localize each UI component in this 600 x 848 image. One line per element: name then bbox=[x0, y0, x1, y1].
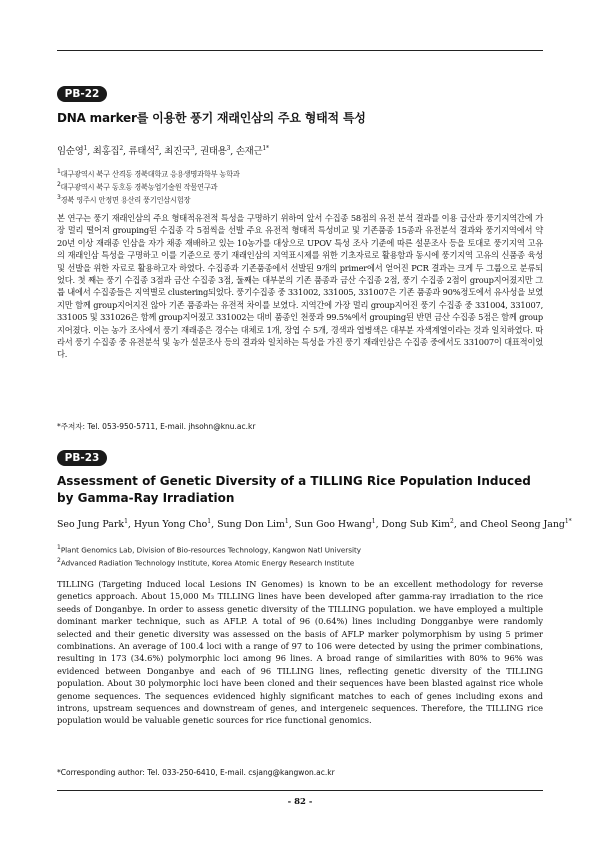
affiliation-list bbox=[57, 167, 543, 206]
author bbox=[200, 146, 230, 157]
contact-info: *Corresponding author: Tel. 033-250-6410, E-mail. csjang@kangwon.ac.kr bbox=[57, 768, 335, 777]
affiliation bbox=[57, 556, 543, 569]
author bbox=[129, 146, 159, 157]
affiliation bbox=[57, 543, 543, 556]
affiliation-text: Plant Genomics Lab, Division of Bio-resources Technology, Kangwon Natl University bbox=[60, 545, 362, 555]
abstract-body: TILLING (Targeting Induced local Lesions IN Genomes) is known to be an excellent methodology for reverse genetics approach. About 15,000 M₃ TILLING lines have been developed after gamma-ray irradiation to the rice seeds of Donganbye. In order to assess genetic diversity of the TILLING population. we have employed a multiple dominant marker technique, such as AFLP. A total of 96 (0.64%) lines including Dongganbye were randomly selected and their genetic diversity was assessed on the basis of AFLP marker polymorphism by using 5 primer combinations. An average of 100.4 loci with a range of 97 to 106 were detected by using the primer combinations, resulting in 173 (34.6%) polymorphic loci among 96 lines. A broad range of similarities with 80% to 96% was evidenced between Donganbye and each of 96 TILLING lines, reflecting genetic diversity of the TILLING population. About 30 polymorphic loci have been cloned and their sequences have been blasted against rice whole genome sequences. The sequences evidenced highly significant matches to each of genes including exons and introns, upstream sequences and downstream of genes, and intergeneic sequences. Therefore, the TILLING rice population would be valuable genetic sources for rice functional genomics. bbox=[57, 579, 543, 726]
author bbox=[217, 519, 289, 530]
affiliation-text: Advanced Radiation Technology Institute, Korea Atomic Energy Research Institute bbox=[60, 558, 355, 568]
top-rule bbox=[57, 50, 543, 51]
page-number: - 82 - bbox=[287, 797, 313, 807]
author-name: 손재근 bbox=[235, 146, 263, 158]
affiliation-text: 경북 영주시 안정면 용산리 풍기인삼시험장 bbox=[60, 195, 191, 205]
author-affiliation-mark: 2 bbox=[450, 518, 454, 525]
author bbox=[382, 519, 454, 530]
affiliation-mark: 1 bbox=[57, 168, 61, 175]
abstract-body: 본 연구는 풍기 재래인삼의 주요 형태적유전적 특성을 구명하기 위하여 앞서 수집종 58점의 유전 분석 결과를 이용 급산과 풍기지역간에 가장 멀리 떨어져 grouping된 수집종 각 5점씩을 선발 주요 유전적 형태적 특성비교 및 기존품종 15종과 유전분석 결과와 풍기지역에서 약 20년 이상 재래종 인삼을 자가 채종 재배하고 있는 10농가를 대상으로 UPOV 특성 조사 기준에 따른 설문조사 등을 토대로 풍기지역 고유의 재래인삼 특성을 구명하고 이를 기준으로 풍기 재래인삼의 지역표시제를 위한 기초자료로 활용함과 동시에 풍기지역 고유의 신품종 육성 및 선발을 위한 자료로 활용하고자 하였다. 수집종과 기존품종에서 선발된 9개의 primer에서 얻어진 PCR 결과는 크게 두 그룹으로 분류되었다. 첫 째는 풍기 수집종 3점과 금산 수집종 3점, 둘째는 대부분의 기존 품종과 금산 수집종 2점, 풍기 수집종 2점이 group지어졌지만 그룹 내에서 수집종들은 지역별로 clustering되었다. 풍기수집종 중 331002, 331005, 331007은 기존 품종과 90%정도에서 유사성을 보였지만 함께 group지어지진 않아 기존 품종과는 유전적 차이를 보였다. 지역간에 가장 멀리 group지어진 풍기 수집종 중 331004, 331007, 331005 및 331026은 함께 group지어졌고 331002는 대비 품종인 천풍과 99.5%에서 grouping된 반면 금산 수집종 5점은 함께 group지어졌다. 이는 농가 조사에서 풍기 재래종은 경수는 대체로 1개, 장엽 수 5개, 경색과 엽병색은 대부분 자색계열이라는 것과 일치하였다. 따라서 풍기 수집종 중 유전분석 및 농가 설문조사 등의 결과와 일치하는 특성을 가진 풍기 재래인삼은 수집종 중에서도 331007이 대표적이었다. bbox=[57, 213, 543, 360]
author-name: Seo Jung Park bbox=[57, 519, 125, 531]
affiliation bbox=[57, 193, 543, 206]
author-list: Seo Jung Park$^1$, Hyun Yong Cho$^1$, Sung Don Lim$^1$, Sun Goo Hwang$^1$, Dong Sub Kim$^2$, and Cheol Seong Jang$^{1*}$ bbox=[57, 518, 572, 531]
author-name: 류태석 bbox=[128, 146, 156, 158]
author-affiliation-mark: 1 bbox=[207, 518, 212, 525]
author-affiliation-mark: 1 bbox=[284, 518, 289, 525]
author bbox=[295, 519, 376, 530]
author-name: 최진국 bbox=[164, 146, 191, 158]
abstract-code-badge: PB-22 bbox=[57, 86, 107, 102]
author bbox=[57, 519, 128, 530]
affiliation-list bbox=[57, 543, 543, 569]
author-affiliation-mark: 2 bbox=[155, 145, 159, 152]
affiliation bbox=[57, 180, 543, 193]
author bbox=[236, 146, 269, 157]
author-affiliation-mark: 3 bbox=[226, 145, 231, 152]
contact-info: *주저자: Tel. 053-950-5711, E-mail. jhsohn@knu.ac.kr bbox=[57, 422, 256, 431]
abstract-code-badge: PB-23 bbox=[57, 450, 107, 466]
author-name: 최홍집 bbox=[92, 146, 120, 158]
author bbox=[134, 519, 211, 530]
author-name: Dong Sub Kim bbox=[381, 519, 451, 531]
abstract-title: DNA marker를 이용한 풍기 재래인삼의 주요 형태적 특성 bbox=[57, 111, 366, 125]
author bbox=[164, 146, 194, 157]
bottom-rule bbox=[57, 790, 543, 791]
affiliation-text: 대구광역시 북구 산격동 경북대학교 응용생명과학부 농학과 bbox=[60, 169, 240, 179]
affiliation-mark: 2 bbox=[57, 556, 61, 564]
author-affiliation-mark: 1* bbox=[262, 145, 269, 152]
author-name: 임순영 bbox=[57, 146, 84, 158]
affiliation bbox=[57, 167, 543, 180]
author-name: 권태용 bbox=[200, 146, 227, 158]
author bbox=[57, 146, 87, 157]
author-name: and Cheol Seong Jang bbox=[459, 519, 565, 531]
author bbox=[460, 519, 572, 530]
author-name: Sun Goo Hwang bbox=[294, 519, 372, 531]
author-name: Sung Don Lim bbox=[217, 519, 285, 531]
author bbox=[93, 146, 123, 157]
author-affiliation-mark: 1 bbox=[83, 145, 88, 152]
affiliation-mark: 3 bbox=[57, 193, 61, 201]
affiliation-text: 대구광역시 북구 동호동 경북농업기술원 작물연구과 bbox=[60, 182, 218, 192]
author-affiliation-mark: 1 bbox=[124, 518, 128, 525]
author-affiliation-mark: 2 bbox=[119, 145, 123, 152]
affiliation-mark: 2 bbox=[57, 180, 61, 188]
author-affiliation-mark: 3 bbox=[190, 145, 195, 152]
abstract-title: Assessment of Genetic Diversity of a TILLING Rice Population Induced by Gamma-Ray Irradiation bbox=[57, 474, 531, 505]
author-affiliation-mark: 1* bbox=[564, 518, 572, 525]
author-list: 임순영$^1$, 최홍집$^2$, 류태석$^2$, 최진국$^3$, 권태용$^3$, 손재근$^{1*}$ bbox=[57, 145, 269, 158]
affiliation-mark: 1 bbox=[57, 544, 61, 551]
author-name: Hyun Yong Cho bbox=[133, 519, 208, 531]
author-affiliation-mark: 1 bbox=[371, 518, 376, 525]
